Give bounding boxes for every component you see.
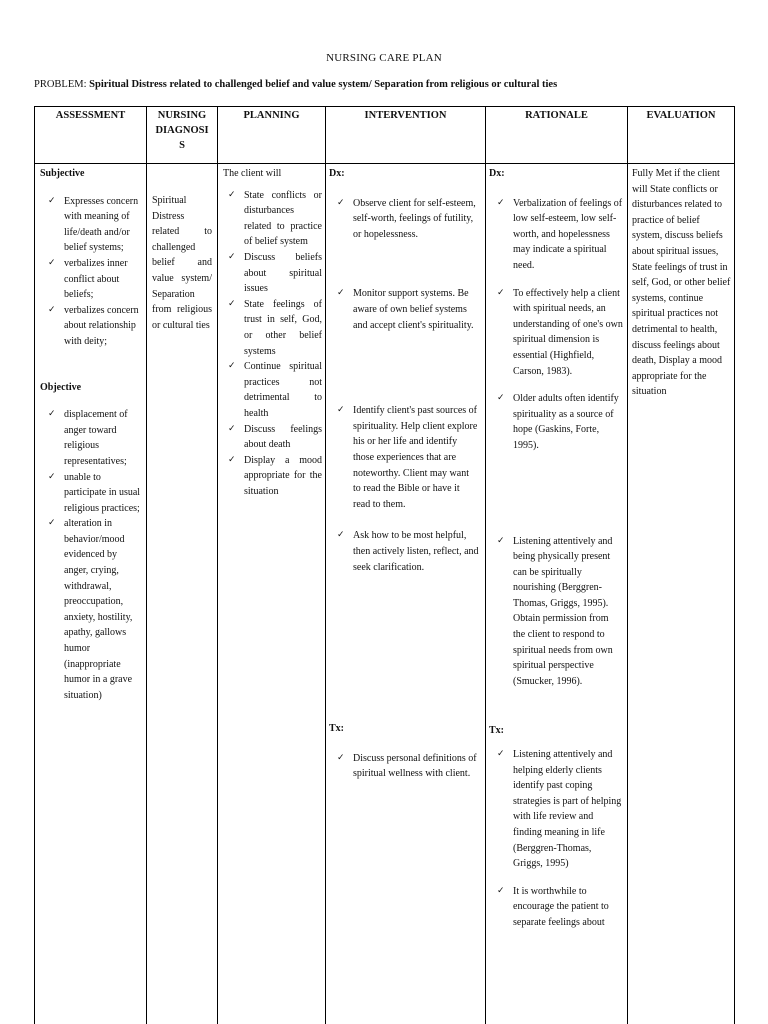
- intervention-tx-list: [329, 751, 479, 782]
- diagnosis-cell: Spiritual Distress related to challenged belief and value system/ Separation from religious or cultural ties: [152, 195, 212, 331]
- evaluation-cell: Fully Met if the client will State conflicts or disturbances related to practice of belief system, discuss beliefs about spiritual issues, State feelings of trust in self, God, or other belief systems, continue spiritual practices not detrimental to health, discuss feelings about death, Display a mood appropriate for the situation: [632, 168, 731, 398]
- list-item: ✓ Discuss personal definitions of spiritual wellness with client.: [329, 751, 479, 782]
- list-item: ✓ Observe client for self-esteem, self-worth, feelings of futility, or hopelessness.: [329, 196, 479, 243]
- list-item: ✓ Listening attentively and being physically present can be spiritually nourishing (Berggren-Thomas, Griggs, 1995). Obtain permission from the client to respond to spiritual needs from own spiritual perspective (Smucker, 1996).: [489, 534, 623, 690]
- objective-list: [40, 407, 142, 703]
- list-item: ✓ verbalizes concern about relationship with deity;: [40, 303, 142, 350]
- header-intervention: INTERVENTION: [364, 110, 447, 121]
- list-item: ✓ displacement of anger toward religious representatives;: [40, 407, 142, 469]
- list-item: ✓ Identify client's past sources of spirituality. Help client explore his or her life and identify those experiences that are noteworthy. Client may want to read the Bible or have it read to them.: [329, 403, 479, 512]
- header-planning: PLANNING: [243, 110, 300, 121]
- list-item: ✓ Ask how to be most helpful, then actively listen, reflect, and seek clarification.: [329, 528, 479, 575]
- problem-statement: [34, 79, 557, 90]
- assessment-cell: [40, 166, 142, 703]
- list-item: ✓ unable to participate in usual religious practices;: [40, 470, 142, 517]
- header-rationale: RATIONALE: [525, 110, 588, 121]
- col-border: [325, 106, 326, 1024]
- problem-label: PROBLEM:: [34, 79, 87, 90]
- list-item: ✓ State feelings of trust in self, God, or other belief systems: [220, 297, 322, 359]
- objective-label: Objective: [40, 381, 82, 393]
- intervention-list: [329, 196, 479, 576]
- subjective-label: Subjective: [40, 168, 85, 179]
- intervention-cell: [329, 166, 479, 782]
- subjective-list: [40, 194, 142, 350]
- care-plan-table: [34, 106, 735, 1024]
- col-border: [627, 106, 628, 1024]
- list-item: ✓ Discuss beliefs about spiritual issues: [220, 250, 322, 297]
- col-border: [146, 106, 147, 1024]
- rationale-tx-list: [489, 747, 623, 931]
- list-item: ✓ Older adults often identify spirituality as a source of hope (Gaskins, Forte, 1995).: [489, 391, 623, 453]
- planning-cell: [220, 166, 322, 499]
- list-item: ✓ alteration in behavior/mood evidenced by anger, crying, withdrawal, preoccupation, anxiety, hostility, apathy, gallows humor (inappropriate humor in a grave situation): [40, 516, 142, 703]
- header-evaluation: EVALUATION: [646, 110, 716, 121]
- rationale-dx-label: Dx:: [489, 168, 505, 179]
- rationale-tx-label: Tx:: [489, 725, 504, 737]
- list-item: ✓ To effectively help a client with spiritual needs, an understanding of one's own spiritual dimension is essential (Highfield, Carson, 1983).: [489, 286, 623, 380]
- list-item: ✓ Display a mood appropriate for the situation: [220, 453, 322, 500]
- header-row-border: [34, 163, 735, 164]
- document-title: NURSING CARE PLAN: [326, 52, 442, 64]
- col-border: [485, 106, 486, 1024]
- col-border: [734, 106, 735, 1024]
- header-diagnosis: NURSING DIAGNOSIS: [155, 110, 209, 151]
- planning-intro: The client will: [223, 168, 282, 179]
- list-item: ✓ Listening attentively and helping elderly clients identify past coping strategies is part of helping with life review and finding meaning in life (Berggren-Thomas, Griggs, 1995): [489, 747, 623, 872]
- col-border: [217, 106, 218, 1024]
- col-border: [34, 106, 35, 1024]
- header-assessment: ASSESSMENT: [55, 110, 126, 121]
- list-item: ✓ Continue spiritual practices not detrimental to health: [220, 359, 322, 421]
- list-item: ✓ Monitor support systems. Be aware of own belief systems and accept client's spirituality.: [329, 286, 479, 333]
- list-item: ✓ Expresses concern with meaning of life/death and/or belief systems;: [40, 194, 142, 256]
- rationale-cell: [489, 166, 623, 931]
- rationale-list: [489, 196, 623, 690]
- list-item: ✓ Verbalization of feelings of low self-esteem, low self-worth, and hopelessness may indicate a spiritual need.: [489, 196, 623, 274]
- list-item: ✓ Discuss feelings about death: [220, 422, 322, 453]
- intervention-dx-label: Dx:: [329, 168, 345, 179]
- list-item: ✓ verbalizes inner conflict about beliefs;: [40, 256, 142, 303]
- list-item: ✓ State conflicts or disturbances related to practice of belief system: [220, 188, 322, 250]
- problem-text: Spiritual Distress related to challenged belief and value system/ Separation from religious or cultural ties: [89, 79, 558, 90]
- planning-list: [220, 188, 322, 500]
- list-item: ✓ It is worthwhile to encourage the patient to separate feelings about: [489, 884, 623, 931]
- intervention-tx-label: Tx:: [329, 723, 344, 735]
